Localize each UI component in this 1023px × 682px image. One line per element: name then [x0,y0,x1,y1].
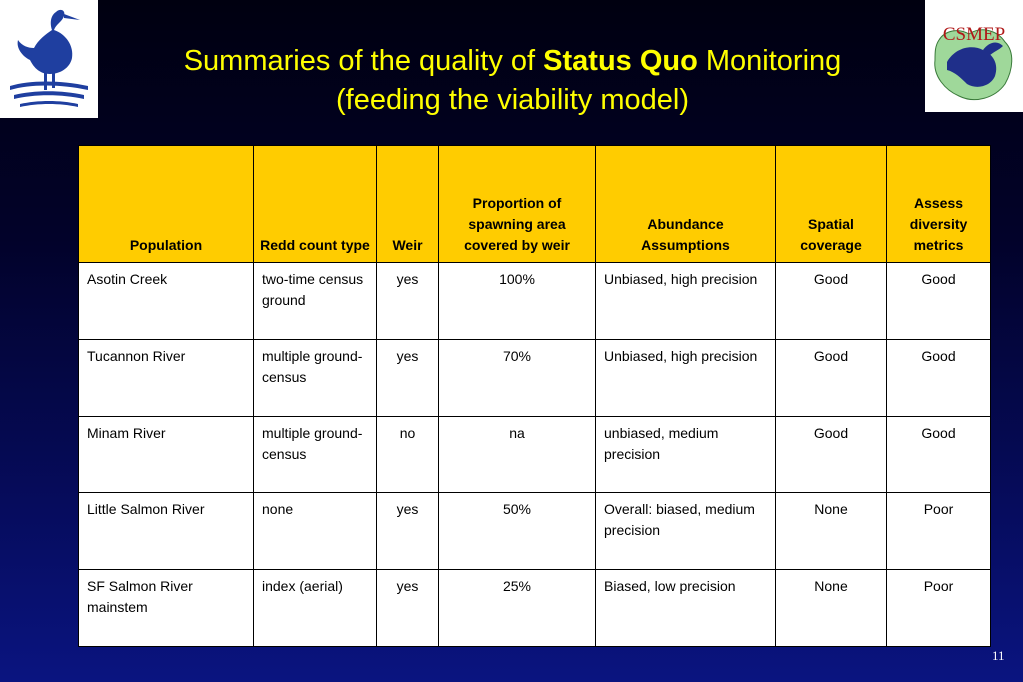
table-row [79,570,991,647]
cell-proportion: 100% [439,263,596,340]
csmep-logo [925,0,1023,112]
title-text-part2: Monitoring [697,45,842,77]
cell-population: Asotin Creek [79,263,254,340]
cell-abundance: Overall: biased, medium precision [596,493,776,570]
cell-weir: no [377,416,439,493]
table-row [79,263,991,340]
cell-diversity: Poor [887,570,991,647]
header-abundance-assumptions: Abundance Assumptions [596,146,776,263]
cell-spatial: Good [776,263,887,340]
page-number: 11 [992,648,1005,663]
cell-redd-count-type: multiple ground-census [254,339,377,416]
heron-bird-icon [0,0,98,118]
cell-redd-count-type: none [254,493,377,570]
cell-population: Little Salmon River [79,493,254,570]
cell-abundance: Unbiased, high precision [596,263,776,340]
cell-proportion: 25% [439,570,596,647]
cell-weir: yes [377,263,439,340]
table-row [79,416,991,493]
cell-population: SF Salmon River mainstem [79,570,254,647]
cell-spatial: None [776,570,887,647]
csmep-logo-text: CSMEP [942,24,1006,45]
monitoring-quality-table [78,145,991,647]
cell-proportion: na [439,416,596,493]
table-header-row [79,146,991,263]
cell-population: Tucannon River [79,339,254,416]
cell-spatial: None [776,493,887,570]
cell-spatial: Good [776,416,887,493]
cell-population: Minam River [79,416,254,493]
cell-diversity: Good [887,339,991,416]
title-text-part1: Summaries of the quality of [183,45,544,77]
slide-title [100,42,925,120]
title-subtitle: (feeding the viability model) [335,84,689,116]
cell-abundance: unbiased, medium precision [596,416,776,493]
cell-proportion: 50% [439,493,596,570]
cell-diversity: Good [887,263,991,340]
cell-weir: yes [377,570,439,647]
cell-redd-count-type: two-time census ground [254,263,377,340]
cell-redd-count-type: multiple ground-census [254,416,377,493]
header-spatial-coverage: Spatial coverage [776,146,887,263]
cell-redd-count-type: index (aerial) [254,570,377,647]
cell-diversity: Poor [887,493,991,570]
header-weir: Weir [377,146,439,263]
cell-diversity: Good [887,416,991,493]
agency-logo [0,0,98,118]
table-row [79,493,991,570]
cell-spatial: Good [776,339,887,416]
title-text-bold: Status Quo [543,45,698,77]
cell-proportion: 70% [439,339,596,416]
cell-weir: yes [377,493,439,570]
cell-weir: yes [377,339,439,416]
header-population: Population [79,146,254,263]
header-redd-count-type: Redd count type [254,146,377,263]
header-proportion-covered: Proportion of spawning area covered by weir [439,146,596,263]
table-row [79,339,991,416]
basin-map-icon [925,0,1023,112]
header-diversity-metrics: Assess diversity metrics [887,146,991,263]
cell-abundance: Unbiased, high precision [596,339,776,416]
cell-abundance: Biased, low precision [596,570,776,647]
